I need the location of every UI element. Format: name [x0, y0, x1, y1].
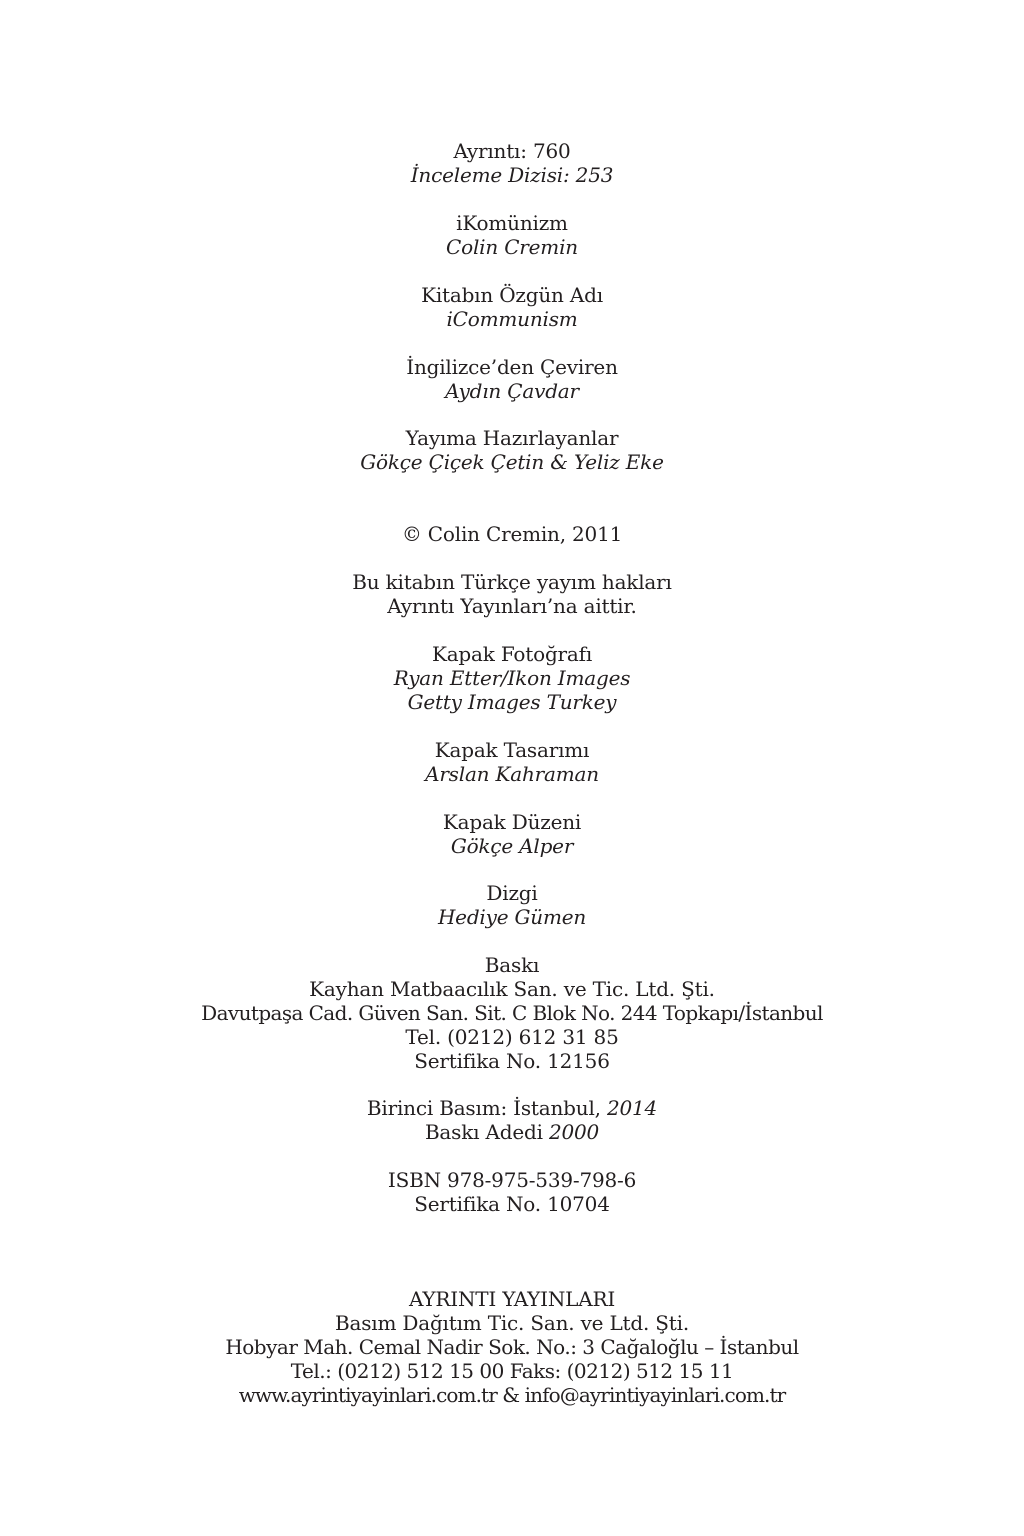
original-title-label: Kitabın Özgün Adı	[421, 283, 603, 307]
cover-design-label: Kapak Tasarımı	[434, 738, 590, 762]
cover-photo-credit-1: Ryan Etter/Ikon Images	[393, 666, 631, 690]
editors-names: Gökçe Çiçek Çetin & Yeliz Eke	[360, 450, 664, 474]
printing-label: Baskı	[484, 953, 540, 977]
publisher-phone-fax: Tel.: (0212) 512 15 00 Faks: (0212) 512 15 11	[290, 1359, 734, 1383]
publisher-company: Basım Dağıtım Tic. San. ve Ltd. Şti.	[334, 1311, 689, 1335]
cover-layout-name: Gökçe Alper	[450, 834, 574, 858]
translator-label: İngilizce’den Çeviren	[406, 355, 618, 379]
translator-name: Aydın Çavdar	[445, 379, 579, 403]
printing-company: Kayhan Matbaacılık San. ve Tic. Ltd. Şti.	[309, 977, 715, 1001]
series-label: Ayrıntı: 760	[453, 139, 571, 163]
first-print-year: 2014	[606, 1096, 658, 1120]
book-author: Colin Cremin	[446, 235, 578, 259]
first-print-line	[0, 1096, 1024, 1120]
editors-label: Yayıma Hazırlayanlar	[405, 426, 619, 450]
isbn-number: ISBN 978-975-539-798-6	[387, 1168, 637, 1192]
isbn-certificate: Sertifika No. 10704	[414, 1192, 610, 1216]
cover-design-name: Arslan Kahraman	[425, 762, 599, 786]
cover-layout-label: Kapak Düzeni	[442, 810, 582, 834]
original-title-value: iCommunism	[446, 307, 578, 331]
rights-line-2: Ayrıntı Yayınları’na aittir.	[387, 594, 637, 618]
subseries-label: İnceleme Dizisi: 253	[410, 163, 614, 187]
print-count-prefix: Baskı Adedi	[424, 1120, 543, 1144]
print-count-line	[0, 1120, 1024, 1144]
publisher-web-email: www.ayrintiyayinlari.com.tr & info@ayrintiyayinlari.com.tr	[238, 1383, 786, 1407]
typesetting-name: Hediye Gümen	[437, 905, 587, 929]
book-title: iKomünizm	[456, 211, 568, 235]
typesetting-label: Dizgi	[486, 881, 538, 905]
cover-photo-label: Kapak Fotoğrafı	[431, 642, 593, 666]
copyright-notice: © Colin Cremin, 2011	[401, 522, 623, 546]
cover-photo-credit-2: Getty Images Turkey	[407, 690, 617, 714]
rights-line-1: Bu kitabın Türkçe yayım hakları	[352, 570, 672, 594]
print-count-value: 2000	[548, 1120, 600, 1144]
publisher-address: Hobyar Mah. Cemal Nadir Sok. No.: 3 Cağaloğlu – İstanbul	[225, 1335, 799, 1359]
first-print-prefix: Birinci Basım: İstanbul,	[366, 1096, 601, 1120]
printing-address: Davutpaşa Cad. Güven San. Sit. C Blok No. 244 Topkapı/İstanbul	[201, 1001, 823, 1025]
printing-certificate: Sertifika No. 12156	[414, 1049, 610, 1073]
publisher-name: AYRINTI YAYINLARI	[408, 1287, 616, 1311]
printing-phone: Tel. (0212) 612 31 85	[405, 1025, 619, 1049]
